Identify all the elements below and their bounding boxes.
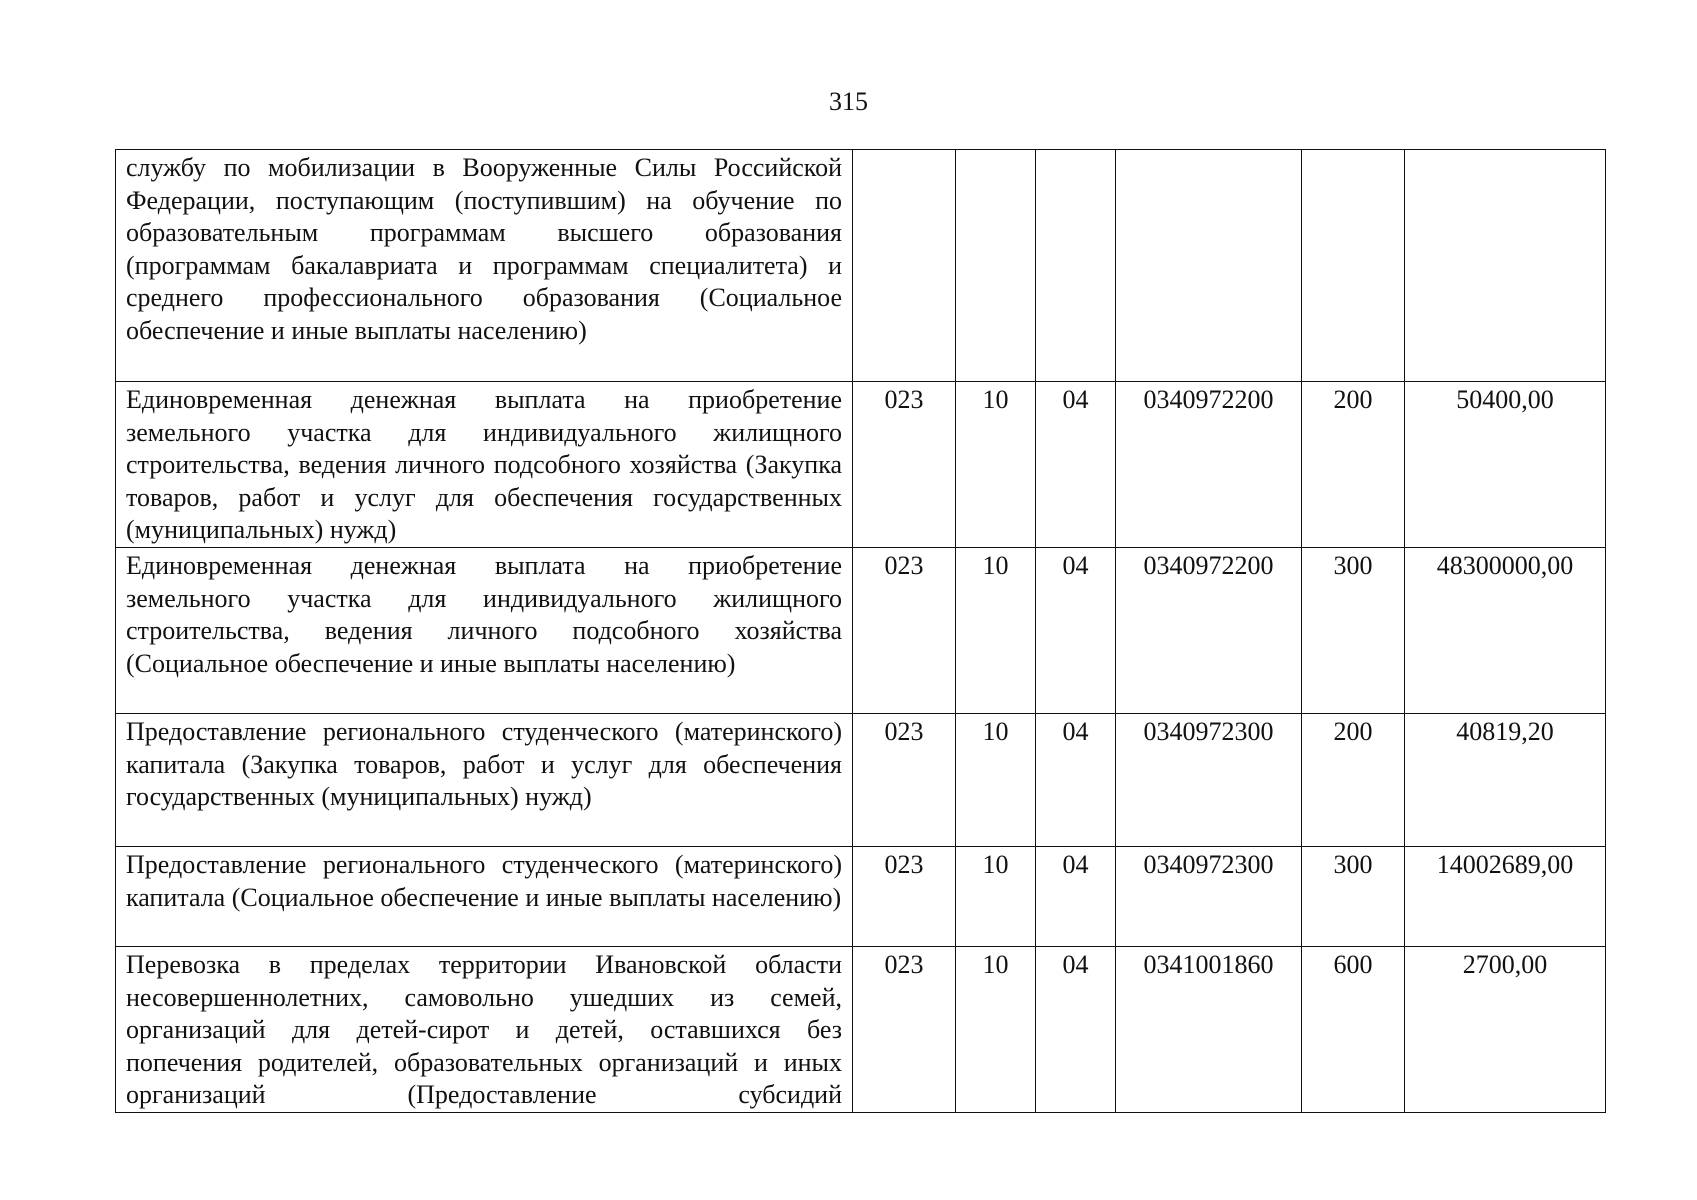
target-article-code: 0340972200: [1116, 382, 1302, 548]
amount: 14002689,00: [1405, 847, 1606, 947]
table-row: [116, 548, 1606, 714]
budget-table: [115, 149, 1606, 1113]
expense-type-code: 300: [1302, 847, 1405, 947]
table-row: [116, 947, 1606, 1113]
ministry-code: [853, 150, 956, 382]
amount: 40819,20: [1405, 714, 1606, 847]
section-code: 10: [956, 382, 1036, 548]
row-description: Предоставление регионального студенческого (материнского) капитала (Закупка товаров, работ и услуг для обеспечения государственных (муниципальных) нужд): [116, 714, 853, 847]
table-row: [116, 150, 1606, 382]
amount: 48300000,00: [1405, 548, 1606, 714]
section-code: 10: [956, 714, 1036, 847]
target-article-code: 0340972200: [1116, 548, 1302, 714]
subsection-code: 04: [1036, 714, 1116, 847]
section-code: 10: [956, 548, 1036, 714]
ministry-code: 023: [853, 548, 956, 714]
subsection-code: 04: [1036, 947, 1116, 1113]
section-code: [956, 150, 1036, 382]
section-code: 10: [956, 847, 1036, 947]
row-description: Единовременная денежная выплата на приобретение земельного участка для индивидуального жилищного строительства, ведения личного подсобного хозяйства (Закупка товаров, работ и услуг для обеспечения государственных (муниципальных) нужд): [116, 382, 853, 548]
ministry-code: 023: [853, 947, 956, 1113]
target-article-code: [1116, 150, 1302, 382]
row-description: Предоставление регионального студенческого (материнского) капитала (Социальное обеспечение и иные выплаты населению): [116, 847, 853, 947]
subsection-code: 04: [1036, 382, 1116, 548]
expense-type-code: 600: [1302, 947, 1405, 1113]
subsection-code: 04: [1036, 847, 1116, 947]
ministry-code: 023: [853, 714, 956, 847]
subsection-code: 04: [1036, 548, 1116, 714]
table-row: [116, 847, 1606, 947]
expense-type-code: [1302, 150, 1405, 382]
expense-type-code: 200: [1302, 714, 1405, 847]
amount: 50400,00: [1405, 382, 1606, 548]
target-article-code: 0340972300: [1116, 714, 1302, 847]
amount: 2700,00: [1405, 947, 1606, 1113]
page-number: 315: [829, 87, 868, 116]
table-row: [116, 382, 1606, 548]
row-description: Перевозка в пределах территории Ивановской области несовершеннолетних, самовольно ушедших из семей, организаций для детей-сирот и детей, оставшихся без попечения родителей, образовательных организаций и иных организаций (Предоставление субсидий: [116, 947, 853, 1113]
section-code: 10: [956, 947, 1036, 1113]
ministry-code: 023: [853, 847, 956, 947]
table-row: [116, 714, 1606, 847]
target-article-code: 0341001860: [1116, 947, 1302, 1113]
subsection-code: [1036, 150, 1116, 382]
row-description: Единовременная денежная выплата на приобретение земельного участка для индивидуального жилищного строительства, ведения личного подсобного хозяйства (Социальное обеспечение и иные выплаты населению): [116, 548, 853, 714]
target-article-code: 0340972300: [1116, 847, 1302, 947]
amount: [1405, 150, 1606, 382]
expense-type-code: 200: [1302, 382, 1405, 548]
expense-type-code: 300: [1302, 548, 1405, 714]
row-description: службу по мобилизации в Вооруженные Силы Российской Федерации, поступающим (поступившим) на обучение по образовательным программам высшего образования (программам бакалавриата и программам специалитета) и среднего профессионального образования (Социальное обеспечение и иные выплаты населению): [116, 150, 853, 382]
ministry-code: 023: [853, 382, 956, 548]
